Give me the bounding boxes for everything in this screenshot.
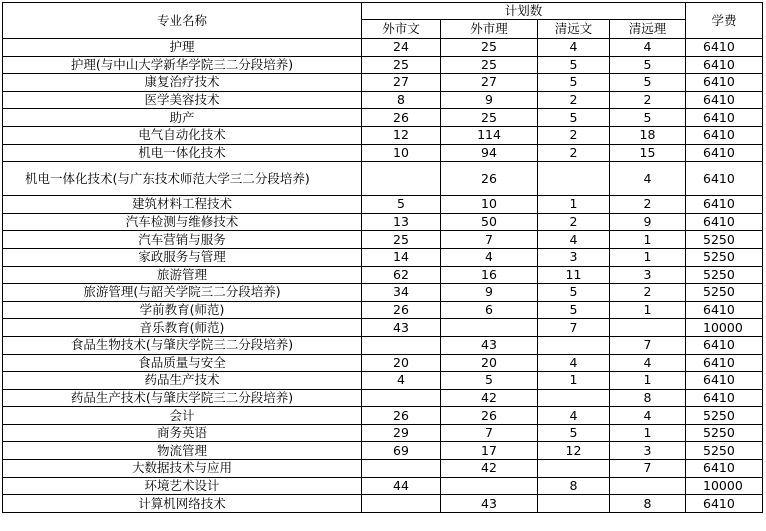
table-row — [3, 91, 763, 109]
qingyuan-wen-cell: 2 — [538, 126, 610, 144]
fee-cell: 5250 — [686, 442, 763, 460]
fee-cell: 5250 — [686, 424, 763, 442]
waishi-wen-cell: 25 — [362, 56, 441, 74]
waishi-li-cell: 9 — [441, 284, 538, 302]
major-name-cell: 旅游管理(与韶关学院三二分段培养) — [3, 284, 362, 302]
qingyuan-wen-cell: 1 — [538, 372, 610, 390]
qingyuan-wen-cell: 5 — [538, 109, 610, 127]
table-row — [3, 56, 763, 74]
header-col-qingyuan-li: 清远理 — [610, 20, 686, 39]
qingyuan-wen-cell — [538, 495, 610, 513]
fee-cell: 6410 — [686, 39, 763, 57]
waishi-li-cell: 43 — [441, 495, 538, 513]
fee-cell: 6410 — [686, 162, 763, 196]
table-row — [3, 460, 763, 478]
fee-cell: 6410 — [686, 144, 763, 162]
waishi-li-cell: 7 — [441, 231, 538, 249]
qingyuan-wen-cell: 2 — [538, 213, 610, 231]
waishi-wen-cell: 13 — [362, 213, 441, 231]
waishi-wen-cell: 26 — [362, 109, 441, 127]
waishi-wen-cell: 29 — [362, 424, 441, 442]
waishi-wen-cell: 43 — [362, 319, 441, 337]
qingyuan-li-cell: 4 — [610, 39, 686, 57]
waishi-li-cell: 4 — [441, 248, 538, 266]
major-name-cell: 大数据技术与应用 — [3, 460, 362, 478]
major-name-cell: 康复治疗技术 — [3, 74, 362, 92]
qingyuan-li-cell: 1 — [610, 424, 686, 442]
enrollment-plan-table — [2, 2, 763, 513]
waishi-li-cell: 25 — [441, 56, 538, 74]
fee-cell: 6410 — [686, 354, 763, 372]
qingyuan-li-cell: 2 — [610, 91, 686, 109]
qingyuan-wen-cell: 5 — [538, 74, 610, 92]
major-name-cell: 汽车检测与维修技术 — [3, 213, 362, 231]
fee-cell: 6410 — [686, 74, 763, 92]
fee-cell: 6410 — [686, 460, 763, 478]
qingyuan-wen-cell: 2 — [538, 144, 610, 162]
waishi-li-cell — [441, 319, 538, 337]
qingyuan-li-cell: 3 — [610, 266, 686, 284]
table-row — [3, 144, 763, 162]
qingyuan-li-cell: 7 — [610, 460, 686, 478]
major-name-cell: 会计 — [3, 407, 362, 425]
major-name-cell: 学前教育(师范) — [3, 301, 362, 319]
table-row — [3, 372, 763, 390]
waishi-wen-cell: 69 — [362, 442, 441, 460]
major-name-cell: 建筑材料工程技术 — [3, 196, 362, 214]
qingyuan-li-cell: 5 — [610, 109, 686, 127]
major-name-cell: 药品生产技术 — [3, 372, 362, 390]
waishi-li-cell: 25 — [441, 39, 538, 57]
waishi-wen-cell: 62 — [362, 266, 441, 284]
table-row — [3, 495, 763, 513]
major-name-cell: 汽车营销与服务 — [3, 231, 362, 249]
table-row — [3, 301, 763, 319]
qingyuan-wen-cell — [538, 162, 610, 196]
qingyuan-wen-cell: 3 — [538, 248, 610, 266]
fee-cell: 10000 — [686, 477, 763, 495]
table-row — [3, 389, 763, 407]
table-row — [3, 39, 763, 57]
table-row — [3, 248, 763, 266]
qingyuan-li-cell — [610, 477, 686, 495]
qingyuan-wen-cell: 4 — [538, 231, 610, 249]
qingyuan-li-cell: 18 — [610, 126, 686, 144]
qingyuan-li-cell: 4 — [610, 354, 686, 372]
qingyuan-wen-cell: 1 — [538, 196, 610, 214]
qingyuan-li-cell: 3 — [610, 442, 686, 460]
waishi-li-cell: 43 — [441, 336, 538, 354]
qingyuan-wen-cell — [538, 389, 610, 407]
waishi-li-cell: 42 — [441, 460, 538, 478]
waishi-wen-cell: 24 — [362, 39, 441, 57]
waishi-wen-cell: 8 — [362, 91, 441, 109]
qingyuan-wen-cell: 8 — [538, 477, 610, 495]
header-row-1 — [3, 3, 763, 20]
header-fee: 学费 — [686, 3, 763, 39]
table-row — [3, 424, 763, 442]
qingyuan-wen-cell: 5 — [538, 56, 610, 74]
qingyuan-li-cell: 2 — [610, 284, 686, 302]
fee-cell: 6410 — [686, 213, 763, 231]
header-col-waishi-wen: 外市文 — [362, 20, 441, 39]
table-row — [3, 284, 763, 302]
qingyuan-wen-cell — [538, 460, 610, 478]
fee-cell: 6410 — [686, 109, 763, 127]
table-row — [3, 196, 763, 214]
waishi-li-cell: 26 — [441, 162, 538, 196]
major-name-cell: 家政服务与管理 — [3, 248, 362, 266]
waishi-li-cell: 26 — [441, 407, 538, 425]
waishi-wen-cell — [362, 336, 441, 354]
fee-cell: 6410 — [686, 372, 763, 390]
waishi-li-cell: 16 — [441, 266, 538, 284]
major-name-cell: 食品质量与安全 — [3, 354, 362, 372]
major-name-cell: 环境艺术设计 — [3, 477, 362, 495]
waishi-li-cell: 114 — [441, 126, 538, 144]
waishi-li-cell: 50 — [441, 213, 538, 231]
major-name-cell: 物流管理 — [3, 442, 362, 460]
header-plan: 计划数 — [362, 3, 686, 20]
waishi-wen-cell: 27 — [362, 74, 441, 92]
qingyuan-wen-cell: 2 — [538, 91, 610, 109]
qingyuan-wen-cell: 4 — [538, 407, 610, 425]
major-name-cell: 医学美容技术 — [3, 91, 362, 109]
qingyuan-wen-cell: 5 — [538, 424, 610, 442]
table-row — [3, 354, 763, 372]
fee-cell: 5250 — [686, 284, 763, 302]
table-row — [3, 442, 763, 460]
fee-cell: 6410 — [686, 91, 763, 109]
waishi-li-cell: 42 — [441, 389, 538, 407]
waishi-wen-cell — [362, 162, 441, 196]
qingyuan-li-cell: 4 — [610, 407, 686, 425]
waishi-wen-cell: 5 — [362, 196, 441, 214]
qingyuan-wen-cell: 4 — [538, 354, 610, 372]
waishi-li-cell: 25 — [441, 109, 538, 127]
qingyuan-li-cell — [610, 319, 686, 337]
qingyuan-li-cell: 1 — [610, 301, 686, 319]
table-row — [3, 336, 763, 354]
waishi-wen-cell: 34 — [362, 284, 441, 302]
fee-cell: 10000 — [686, 319, 763, 337]
waishi-li-cell: 17 — [441, 442, 538, 460]
waishi-wen-cell: 26 — [362, 407, 441, 425]
table-row — [3, 231, 763, 249]
waishi-wen-cell: 25 — [362, 231, 441, 249]
major-name-cell: 助产 — [3, 109, 362, 127]
qingyuan-wen-cell: 7 — [538, 319, 610, 337]
qingyuan-li-cell: 7 — [610, 336, 686, 354]
table-row — [3, 477, 763, 495]
table-body — [3, 39, 763, 513]
major-name-cell: 计算机网络技术 — [3, 495, 362, 513]
waishi-li-cell — [441, 477, 538, 495]
table-row — [3, 109, 763, 127]
waishi-wen-cell: 44 — [362, 477, 441, 495]
waishi-li-cell: 10 — [441, 196, 538, 214]
qingyuan-li-cell: 5 — [610, 74, 686, 92]
fee-cell: 5250 — [686, 231, 763, 249]
table-row — [3, 126, 763, 144]
qingyuan-li-cell: 1 — [610, 231, 686, 249]
qingyuan-li-cell: 1 — [610, 248, 686, 266]
waishi-wen-cell — [362, 389, 441, 407]
waishi-li-cell: 5 — [441, 372, 538, 390]
waishi-li-cell: 6 — [441, 301, 538, 319]
fee-cell: 6410 — [686, 126, 763, 144]
table-row — [3, 74, 763, 92]
waishi-wen-cell — [362, 495, 441, 513]
fee-cell: 6410 — [686, 301, 763, 319]
waishi-wen-cell: 12 — [362, 126, 441, 144]
header-col-qingyuan-wen: 清远文 — [538, 20, 610, 39]
major-name-cell: 护理 — [3, 39, 362, 57]
fee-cell: 6410 — [686, 56, 763, 74]
waishi-wen-cell: 26 — [362, 301, 441, 319]
fee-cell: 6410 — [686, 389, 763, 407]
waishi-wen-cell: 14 — [362, 248, 441, 266]
qingyuan-wen-cell: 11 — [538, 266, 610, 284]
fee-cell: 5250 — [686, 407, 763, 425]
major-name-cell: 药品生产技术(与肇庆学院三二分段培养) — [3, 389, 362, 407]
qingyuan-li-cell: 15 — [610, 144, 686, 162]
major-name-cell: 护理(与中山大学新华学院三二分段培养) — [3, 56, 362, 74]
waishi-wen-cell: 10 — [362, 144, 441, 162]
waishi-wen-cell: 4 — [362, 372, 441, 390]
table-row — [3, 266, 763, 284]
major-name-cell: 机电一体化技术(与广东技术师范大学三二分段培养) — [3, 162, 362, 196]
waishi-wen-cell: 20 — [362, 354, 441, 372]
major-name-cell: 机电一体化技术 — [3, 144, 362, 162]
fee-cell: 5250 — [686, 266, 763, 284]
major-name-cell: 商务英语 — [3, 424, 362, 442]
table-row — [3, 407, 763, 425]
qingyuan-li-cell: 9 — [610, 213, 686, 231]
qingyuan-wen-cell — [538, 336, 610, 354]
qingyuan-li-cell: 8 — [610, 389, 686, 407]
waishi-li-cell: 9 — [441, 91, 538, 109]
fee-cell: 5250 — [686, 248, 763, 266]
major-name-cell: 音乐教育(师范) — [3, 319, 362, 337]
table-row — [3, 213, 763, 231]
waishi-li-cell: 7 — [441, 424, 538, 442]
major-name-cell: 食品生物技术(与肇庆学院三二分段培养) — [3, 336, 362, 354]
fee-cell: 6410 — [686, 196, 763, 214]
qingyuan-li-cell: 4 — [610, 162, 686, 196]
qingyuan-li-cell: 8 — [610, 495, 686, 513]
major-name-cell: 旅游管理 — [3, 266, 362, 284]
major-name-cell: 电气自动化技术 — [3, 126, 362, 144]
table-row — [3, 162, 763, 196]
qingyuan-li-cell: 2 — [610, 196, 686, 214]
qingyuan-wen-cell: 5 — [538, 301, 610, 319]
header-major: 专业名称 — [3, 3, 362, 39]
qingyuan-wen-cell: 4 — [538, 39, 610, 57]
table-row — [3, 319, 763, 337]
fee-cell: 6410 — [686, 336, 763, 354]
qingyuan-wen-cell: 5 — [538, 284, 610, 302]
waishi-li-cell: 94 — [441, 144, 538, 162]
waishi-li-cell: 20 — [441, 354, 538, 372]
header-col-waishi-li: 外市理 — [441, 20, 538, 39]
qingyuan-li-cell: 5 — [610, 56, 686, 74]
fee-cell: 6410 — [686, 495, 763, 513]
waishi-wen-cell — [362, 460, 441, 478]
waishi-li-cell: 27 — [441, 74, 538, 92]
qingyuan-wen-cell: 12 — [538, 442, 610, 460]
qingyuan-li-cell: 1 — [610, 372, 686, 390]
